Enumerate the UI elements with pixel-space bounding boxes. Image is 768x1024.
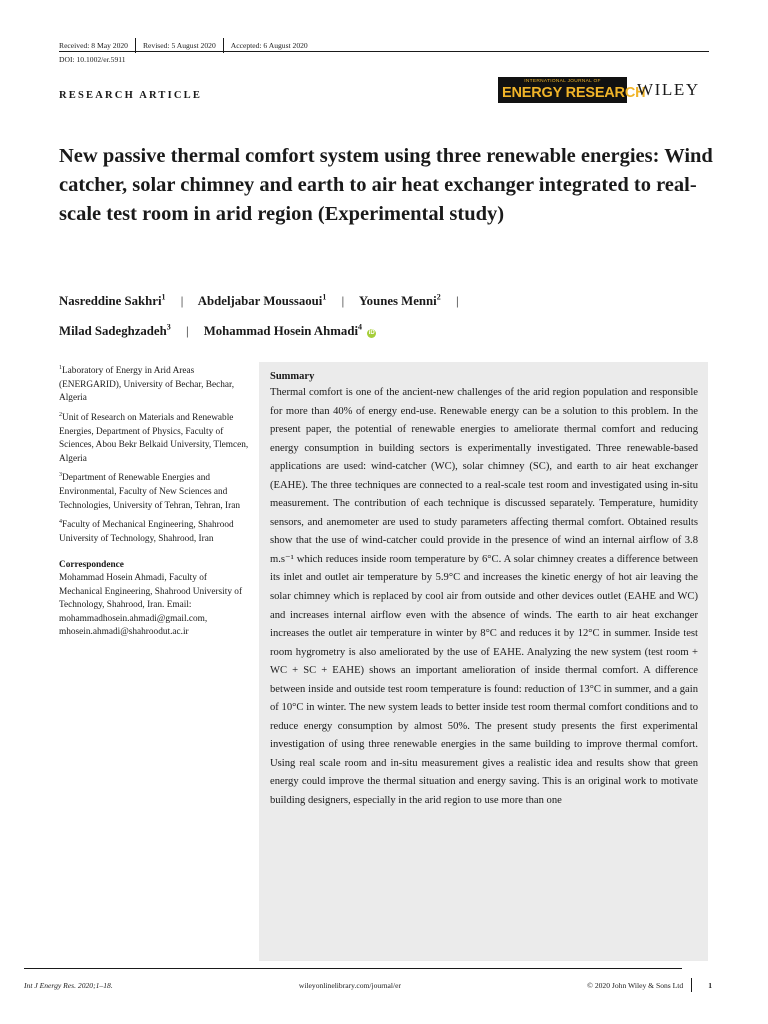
doi[interactable]: DOI: 10.1002/er.5911	[59, 55, 126, 64]
page-footer	[24, 978, 712, 992]
author-affiliation-number: 4	[358, 322, 362, 332]
author[interactable]	[204, 324, 362, 338]
affiliations	[59, 362, 249, 640]
author-separator: |	[180, 294, 184, 309]
affiliation-number: 3	[59, 472, 62, 479]
footer-citation: Int J Energy Res. 2020;1–18.	[24, 980, 113, 990]
author[interactable]	[59, 294, 166, 308]
affiliation	[59, 516, 249, 546]
affiliation-text: Laboratory of Energy in Arid Areas (ENERGARID), University of Bechar, Bechar, Algeria	[59, 366, 235, 404]
author-name: Nasreddine Sakhri	[59, 294, 162, 309]
author-name: Mohammad Hosein Ahmadi	[203, 323, 358, 338]
accepted-date: Accepted: 6 August 2020	[230, 40, 308, 50]
revised-date: Revised: 5 August 2020	[142, 40, 216, 50]
affiliation	[59, 409, 249, 466]
header-rule	[59, 51, 709, 52]
summary-text: Thermal comfort is one of the ancient-new challenges of the arid region population and responsible for more than 40% of energy end-use. Renewable energy can be a solution to this problem. In the present paper, the potential of renewable energies to ameliorate thermal comfort and reducing energy consumption in building sectors is experimentally investigated. Three renewable-based applications are used: wind-catcher (WC), solar chimney (SC), and earth to air heat exchanger (EAHE). The three techniques are connected to a real-scale test room and investigated using in-situ measurement. The contribution of each technique is discussed separately. Temperature, humidity sensors, and anemometer are used to study parameters affecting thermal comfort. Obtained results show that the use of wind-catcher could provide in the presence of wind an internal airflow of 3.8 m.s⁻¹ which reduces inside room temperature by 6°C. A solar chimney creates a difference between its inlet and outlet air temperature by 5.9°C and increases the kinetic energy of hot air leaving the solar chimney which is replaced by cool air from outside and other devices outlet (EAHE and WC) and increases internal airflow even with the absence of winds. The earth to air heat exchanger increases the outlet air temperature in winter by 8°C and reduces it by 12°C in summer. Inside test room hygrometry is also ameliorated by the use of EAHE. Analyzing the new system (test room + WC + SC + EAHE) shows an important amelioration of inside thermal comfort. A difference between inside and outside test room temperature is found: reduction of 13°C in summer, and a gain of 10°C in winter. The new system leads to better inside test room thermal comfort conditions and to reduce energy consumption by almost 50%. The present study presents the first experimental investigation of using three renewable energies in the same building to improve thermal comfort. Using real scale room and in-situ measurement gives a realistic idea and results show that green energy could improve the thermal situation and energy saving. This is an original work to motivate building designers, especially in the arid region to use more than one	[270, 387, 698, 807]
journal-logo-small-text: INTERNATIONAL JOURNAL OF	[524, 79, 601, 84]
correspondence-heading: Correspondence	[59, 559, 124, 570]
author-separator: |	[455, 294, 459, 309]
author-separator: |	[341, 294, 345, 309]
author-separator: |	[185, 323, 189, 338]
footer-rule	[24, 968, 682, 969]
affiliation-text: Unit of Research on Materials and Renewable Energies, Department of Physics, Faculty of Sciences, Abou Bekr Belkaid University, Tlemcen, Algeria	[59, 412, 249, 464]
author-affiliation-number: 1	[161, 293, 166, 302]
affiliation-number: 1	[59, 365, 62, 371]
author-name: Abdeljabar Moussaoui	[197, 294, 323, 309]
journal-logo[interactable]	[498, 77, 646, 103]
affiliation-text: Department of Renewable Energies and Environmental, Faculty of New Sciences and Technologies, University of Tehran, Tehran, Iran	[59, 473, 241, 511]
publisher-logo[interactable]: WILEY	[637, 80, 700, 99]
author-affiliation-number: 1	[322, 293, 327, 302]
author-name: Milad Sadeghzadeh	[59, 323, 167, 338]
journal-logo-big-text: ENERGY RESEARCH	[502, 85, 646, 101]
footer-separator	[691, 978, 692, 992]
article-title: New passive thermal comfort system using three renewable energies: Wind catcher, solar chimney and earth to air heat exchanger integrated to real-scale test room in arid region (Experimental study)	[59, 145, 713, 225]
footer-url[interactable]: wileyonlinelibrary.com/journal/er	[298, 980, 402, 990]
author-affiliation-number: 2	[436, 293, 441, 302]
affiliation-text: Faculty of Mechanical Engineering, Shahrood University of Technology, Shahrood, Iran	[59, 520, 234, 544]
author-name: Younes Menni	[358, 294, 437, 309]
footer-right	[587, 978, 712, 992]
affiliation	[59, 469, 249, 513]
author[interactable]	[198, 294, 327, 308]
footer-copyright: © 2020 John Wiley & Sons Ltd	[587, 980, 684, 990]
affiliation	[59, 362, 249, 406]
author-affiliation-number: 3	[166, 322, 171, 332]
orcid-icon[interactable]: iD	[368, 329, 375, 336]
author[interactable]	[359, 294, 441, 308]
received-date: Received: 8 May 2020	[59, 40, 128, 50]
summary-box	[259, 362, 708, 961]
section-label: RESEARCH ARTICLE	[59, 90, 203, 101]
author-list	[59, 285, 719, 344]
summary-heading: Summary	[270, 371, 315, 382]
author[interactable]	[59, 324, 171, 338]
correspondence-text: Mohammad Hosein Ahmadi, Faculty of Mechanical Engineering, Shahrood University of Technology, Shahrood, Iran. Email: mohammadhosein.ahmadi@gmail.com, mhosein.ahmadi@shahroodut.ac.ir	[59, 573, 243, 638]
affiliation-number: 4	[59, 519, 62, 526]
page-number: 1	[708, 980, 712, 990]
affiliation-number: 2	[59, 411, 62, 418]
